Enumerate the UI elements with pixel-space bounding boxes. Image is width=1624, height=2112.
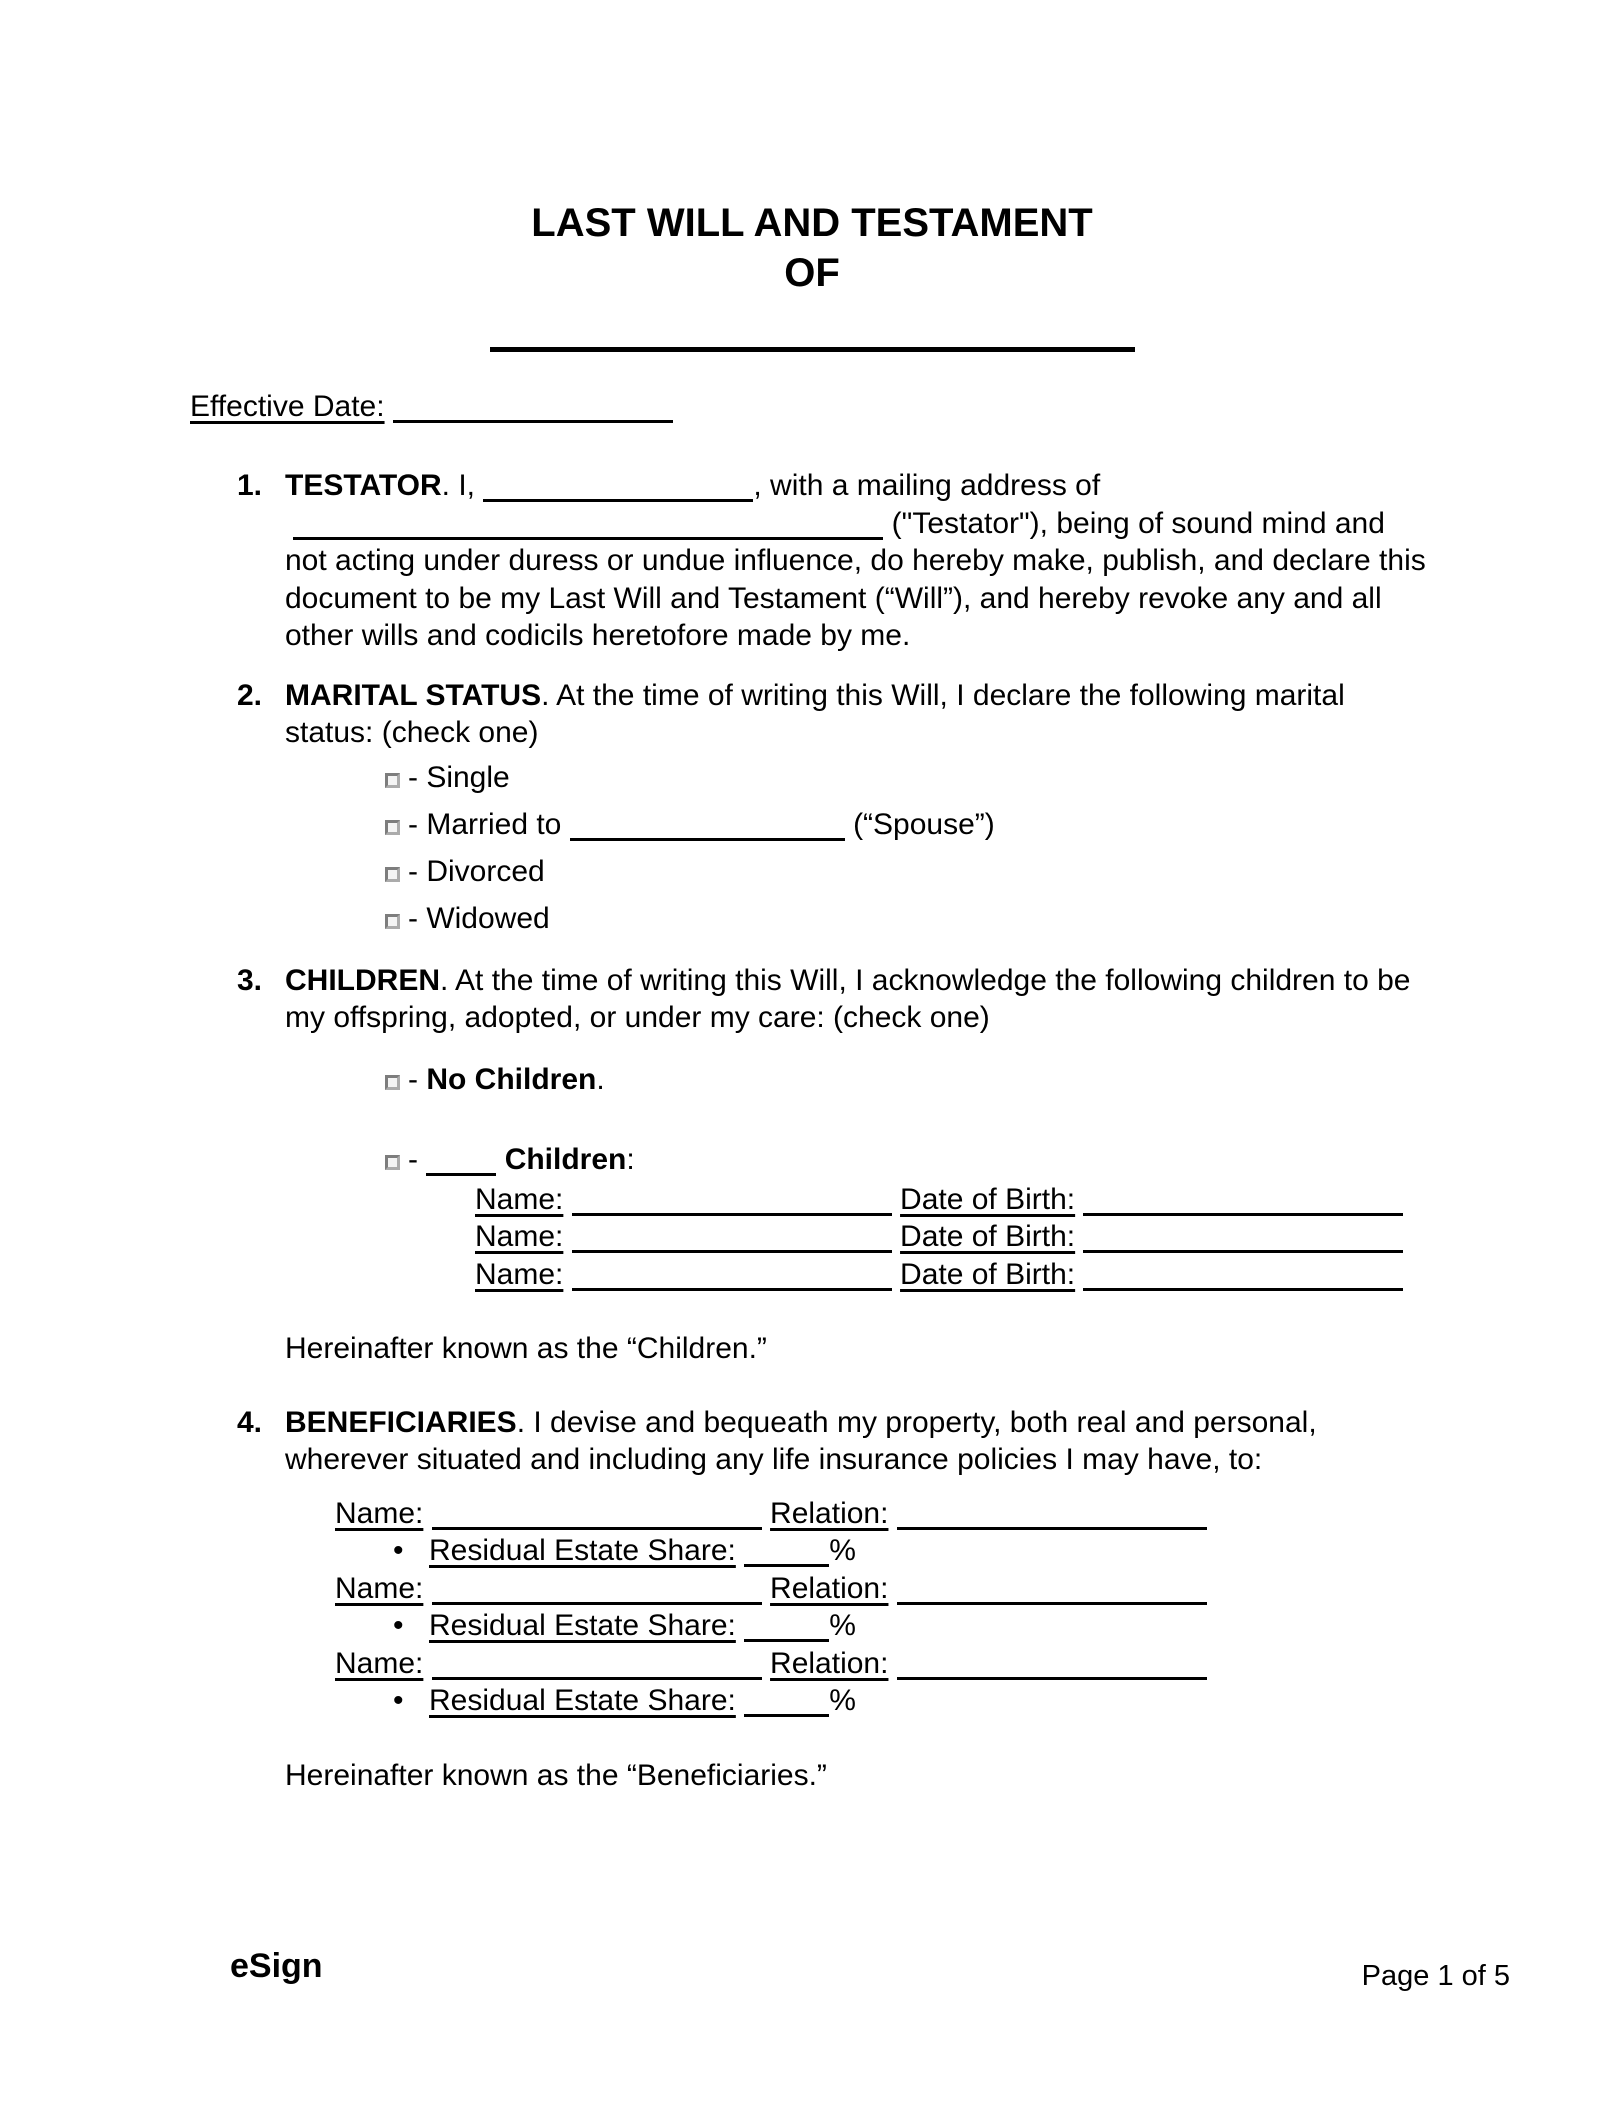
- no-children-suffix: .: [596, 1062, 605, 1096]
- section-beneficiaries: [237, 1404, 1434, 1795]
- section-marital-status: [237, 677, 1434, 940]
- beneficiaries-paragraph: [285, 1404, 1434, 1479]
- child-3-dob-blank-field[interactable]: [1083, 1259, 1403, 1291]
- beneficiary-2-name-blank-field[interactable]: [432, 1573, 762, 1605]
- option-n-children: [385, 1139, 1434, 1181]
- divorced-checkbox[interactable]: [385, 867, 400, 882]
- beneficiary-1-share-blank-field[interactable]: [744, 1536, 829, 1568]
- child-1-dob-blank-field[interactable]: [1083, 1184, 1403, 1216]
- section-beneficiaries-number: 4.: [237, 1405, 263, 1439]
- section-children-number: 3.: [237, 963, 263, 997]
- child-3-dob-label: Date of Birth:: [900, 1257, 1076, 1291]
- married-label: - Married to: [408, 807, 562, 841]
- child-3-name-label: Name:: [475, 1257, 564, 1291]
- section-beneficiaries-body: [285, 1404, 1434, 1795]
- beneficiary-3-share-label: Residual Estate Share:: [429, 1684, 736, 1717]
- child-1-name-blank-field[interactable]: [572, 1184, 892, 1216]
- beneficiary-3-share-suffix: %: [829, 1684, 856, 1717]
- section-testator: [237, 467, 1434, 655]
- n-children-dash: -: [408, 1142, 418, 1176]
- section-children: [237, 962, 1434, 1368]
- section-testator-body: [285, 467, 1434, 655]
- section-marital-number: 2.: [237, 678, 263, 712]
- beneficiary-1-name-blank-field[interactable]: [432, 1498, 762, 1530]
- testator-text-3: ("Testator"), being of sound mind and not acting under duress or undue influence, do hereby make, publish, and declare this document to be my Last Will and Testament (“Will”), and hereby revoke any and all other wills and codicils heretofore made by me.: [285, 506, 1426, 652]
- marital-paragraph: [285, 677, 1434, 752]
- bullet-icon: •: [393, 1609, 404, 1642]
- beneficiary-1-share-suffix: %: [829, 1534, 856, 1567]
- beneficiary-2-share-row: [385, 1607, 1434, 1645]
- effective-date-row: [190, 388, 1434, 426]
- single-label: - Single: [408, 760, 510, 794]
- widowed-label: - Widowed: [408, 901, 550, 935]
- beneficiary-row-3: [335, 1645, 1434, 1683]
- section-children-heading: CHILDREN: [285, 963, 440, 997]
- section-children-body: [285, 962, 1434, 1368]
- document-title-line2: OF: [784, 251, 840, 295]
- no-children-label: No Children: [426, 1062, 597, 1096]
- beneficiary-1-relation-label: Relation:: [770, 1496, 889, 1530]
- section-marital-body: [285, 677, 1434, 940]
- married-suffix: (“Spouse”): [853, 807, 995, 841]
- child-2-name-label: Name:: [475, 1220, 564, 1253]
- marital-option-married: [385, 804, 1434, 846]
- beneficiary-1-relation-blank-field[interactable]: [897, 1498, 1207, 1530]
- beneficiary-2-relation-blank-field[interactable]: [897, 1573, 1207, 1605]
- page-number: Page 1 of 5: [1361, 1960, 1510, 1992]
- beneficiaries-hereinafter: Hereinafter known as the “Beneficiaries.”: [285, 1758, 827, 1792]
- child-row-2: [475, 1218, 1434, 1256]
- beneficiary-3-name-blank-field[interactable]: [432, 1648, 762, 1680]
- married-checkbox[interactable]: [385, 820, 400, 835]
- section-beneficiaries-heading: BENEFICIARIES: [285, 1405, 517, 1439]
- child-2-dob-blank-field[interactable]: [1083, 1222, 1403, 1254]
- beneficiary-2-share-suffix: %: [829, 1609, 856, 1642]
- section-testator-heading: TESTATOR: [285, 469, 442, 502]
- testator-text-2: , with a mailing address of: [753, 469, 1101, 502]
- widowed-checkbox[interactable]: [385, 914, 400, 929]
- document-title-line1: LAST WILL AND TESTAMENT: [531, 201, 1093, 245]
- beneficiary-2-share-blank-field[interactable]: [744, 1611, 829, 1643]
- beneficiary-3-name-label: Name:: [335, 1646, 424, 1680]
- beneficiary-2-share-label: Residual Estate Share:: [429, 1609, 736, 1642]
- marital-option-widowed: [385, 898, 1434, 940]
- beneficiary-2-relation-label: Relation:: [770, 1571, 889, 1605]
- section-testator-number: 1.: [237, 469, 263, 502]
- effective-date-label: Effective Date:: [190, 389, 385, 423]
- beneficiary-3-relation-blank-field[interactable]: [897, 1648, 1207, 1680]
- spouse-name-blank-field[interactable]: [570, 809, 845, 841]
- child-3-name-blank-field[interactable]: [572, 1259, 892, 1291]
- beneficiary-1-name-label: Name:: [335, 1496, 424, 1530]
- n-children-checkbox[interactable]: [385, 1155, 400, 1170]
- testator-name-title-blank-field[interactable]: [490, 347, 1135, 352]
- n-children-suffix: :: [626, 1142, 635, 1176]
- beneficiary-row-2: [335, 1570, 1434, 1608]
- single-checkbox[interactable]: [385, 773, 400, 788]
- divorced-label: - Divorced: [408, 854, 545, 888]
- document-header: [190, 198, 1434, 362]
- beneficiaries-list: [285, 1495, 1434, 1720]
- beneficiary-1-share-label: Residual Estate Share:: [429, 1534, 736, 1567]
- beneficiaries-text: . I devise and bequeath my property, both real and personal, wherever situated and including any life insurance policies I may have, to:: [285, 1405, 1317, 1476]
- n-children-label: Children: [504, 1142, 627, 1176]
- beneficiary-1-share-row: [385, 1532, 1434, 1570]
- testator-name-blank-field[interactable]: [483, 471, 753, 503]
- bullet-icon: •: [393, 1684, 404, 1717]
- beneficiary-2-name-label: Name:: [335, 1571, 424, 1605]
- option-no-children: [385, 1059, 1434, 1101]
- child-2-dob-label: Date of Birth:: [900, 1220, 1076, 1253]
- child-1-name-label: Name:: [475, 1182, 564, 1216]
- child-2-name-blank-field[interactable]: [572, 1222, 892, 1254]
- marital-text: . At the time of writing this Will, I declare the following marital status: (check one): [285, 678, 1345, 749]
- child-row-3: [475, 1256, 1434, 1294]
- children-count-blank-field[interactable]: [426, 1144, 496, 1176]
- marital-option-divorced: [385, 851, 1434, 893]
- bullet-icon: •: [393, 1534, 404, 1567]
- no-children-checkbox[interactable]: [385, 1075, 400, 1090]
- section-marital-heading: MARITAL STATUS: [285, 678, 542, 712]
- testator-name-title-blank-row: [190, 324, 1434, 362]
- testator-address-blank-field[interactable]: [293, 508, 883, 540]
- testator-text-1: . I,: [441, 469, 476, 502]
- beneficiary-3-relation-label: Relation:: [770, 1646, 889, 1680]
- child-1-dob-label: Date of Birth:: [900, 1182, 1076, 1216]
- children-text: . At the time of writing this Will, I acknowledge the following children to be my offspring, adopted, or under my care: (check one): [285, 963, 1411, 1034]
- marital-option-single: [385, 757, 1434, 799]
- child-row-1: [475, 1181, 1434, 1219]
- no-children-dash: -: [408, 1062, 418, 1096]
- esign-logo: eSign: [230, 1947, 323, 1985]
- effective-date-blank-field[interactable]: [393, 391, 673, 423]
- beneficiary-3-share-blank-field[interactable]: [744, 1686, 829, 1718]
- beneficiary-row-1: [335, 1495, 1434, 1533]
- children-paragraph: [285, 962, 1434, 1037]
- children-hereinafter: Hereinafter known as the “Children.”: [285, 1332, 767, 1365]
- beneficiary-3-share-row: [385, 1682, 1434, 1720]
